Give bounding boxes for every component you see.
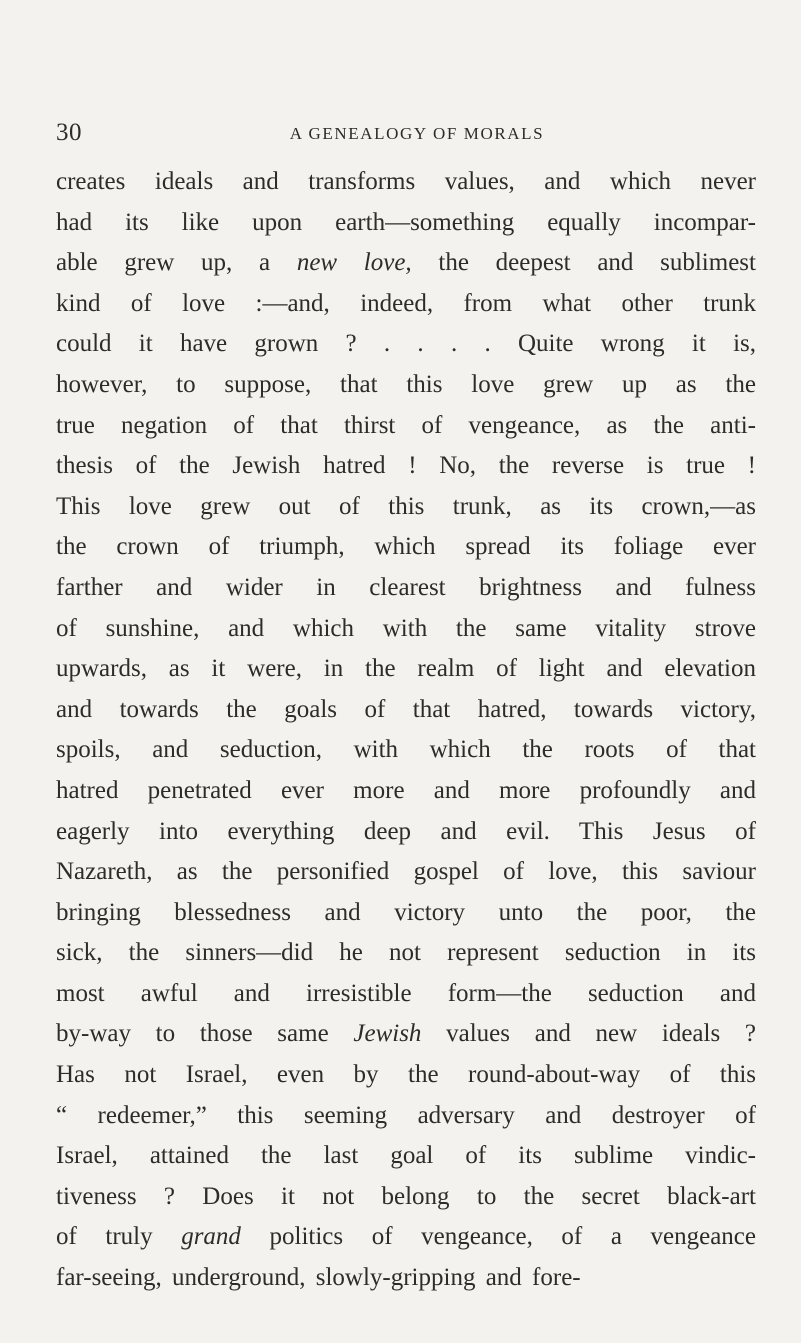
text-run: of sunshine, and which with the same vitality strove <box>56 614 756 642</box>
text-line <box>56 1258 756 1299</box>
text-run: creates ideals and transforms values, and which never <box>56 168 756 195</box>
page-number: 30 <box>56 119 82 146</box>
text-line <box>56 446 756 487</box>
text-line <box>56 1014 756 1055</box>
text-line <box>56 406 756 447</box>
text-line <box>56 1177 756 1218</box>
text-run: spoils, and seduction, with which the roots of that <box>56 736 756 764</box>
text-line <box>56 1096 756 1137</box>
text-run: Israel, attained the last goal of its sublime vindic- <box>56 1142 756 1170</box>
text-line <box>56 284 756 325</box>
text-run: far-seeing, underground, slowly-gripping and fore- <box>56 1264 581 1292</box>
text-run: values and new ideals ? <box>421 1020 756 1048</box>
italic-text-run: new love, <box>296 249 412 277</box>
text-line <box>56 1217 756 1258</box>
text-line <box>56 1136 756 1177</box>
italic-text-run: Jewish <box>353 1020 422 1048</box>
text-line <box>56 730 756 771</box>
text-run: hatred penetrated ever more and more profoundly and <box>56 776 756 804</box>
text-line <box>56 893 756 934</box>
text-line <box>56 203 756 244</box>
text-run: most awful and irresistible form—the seduction and <box>56 979 756 1007</box>
text-line <box>56 487 756 528</box>
text-line <box>56 162 756 203</box>
text-line <box>56 365 756 406</box>
text-line <box>56 690 756 731</box>
text-run: bringing blessedness and victory unto the poor, the <box>56 898 756 926</box>
text-line <box>56 1055 756 1096</box>
text-run: the crown of triumph, which spread its foliage ever <box>56 533 756 561</box>
text-run: had its like upon earth—something equally incompar- <box>56 208 756 236</box>
text-run: thesis of the Jewish hatred ! No, the reverse is true ! <box>56 452 756 480</box>
text-run: upwards, as it were, in the realm of light and elevation <box>56 655 756 683</box>
text-run: This love grew out of this trunk, as its crown,—as <box>56 492 756 520</box>
text-run: able grew up, a <box>56 249 297 277</box>
text-line <box>56 243 756 284</box>
text-run: the deepest and sublimest <box>411 249 756 277</box>
text-run: eagerly into everything deep and evil. This Jesus of <box>56 817 756 845</box>
text-run: kind of love :—and, indeed, from what other trunk <box>56 289 756 317</box>
italic-text-run: grand <box>181 1223 241 1251</box>
text-run: sick, the sinners—did he not represent seduction in its <box>56 939 756 967</box>
text-run: Nazareth, as the personified gospel of love, this saviour <box>56 858 756 886</box>
text-line <box>56 527 756 568</box>
text-line <box>56 974 756 1015</box>
text-run: could it have grown ? . . . . Quite wrong it is, <box>56 330 756 358</box>
text-line <box>56 852 756 893</box>
text-line <box>56 771 756 812</box>
text-run: by-way to those same <box>56 1020 354 1048</box>
text-line <box>56 933 756 974</box>
text-run: true negation of that thirst of vengeance, as the anti- <box>56 411 756 439</box>
text-run: and towards the goals of that hatred, towards victory, <box>56 695 756 723</box>
text-run: of truly <box>56 1223 182 1251</box>
text-run: tiveness ? Does it not belong to the secret black-art <box>56 1182 756 1210</box>
body-text <box>56 162 756 1299</box>
text-line <box>56 812 756 853</box>
running-title: A GENEALOGY OF MORALS <box>289 124 545 143</box>
text-line <box>56 609 756 650</box>
text-run: politics of vengeance, of a vengeance <box>240 1223 756 1251</box>
running-head <box>56 119 756 147</box>
text-line <box>56 649 756 690</box>
text-line <box>56 568 756 609</box>
text-run: “ redeemer,” this seeming adversary and destroyer of <box>56 1101 756 1129</box>
text-line <box>56 324 756 365</box>
text-run: farther and wider in clearest brightness and fulness <box>56 573 756 601</box>
text-run: however, to suppose, that this love grew up as the <box>56 370 756 398</box>
text-run: Has not Israel, even by the round-about-way of this <box>56 1061 756 1089</box>
